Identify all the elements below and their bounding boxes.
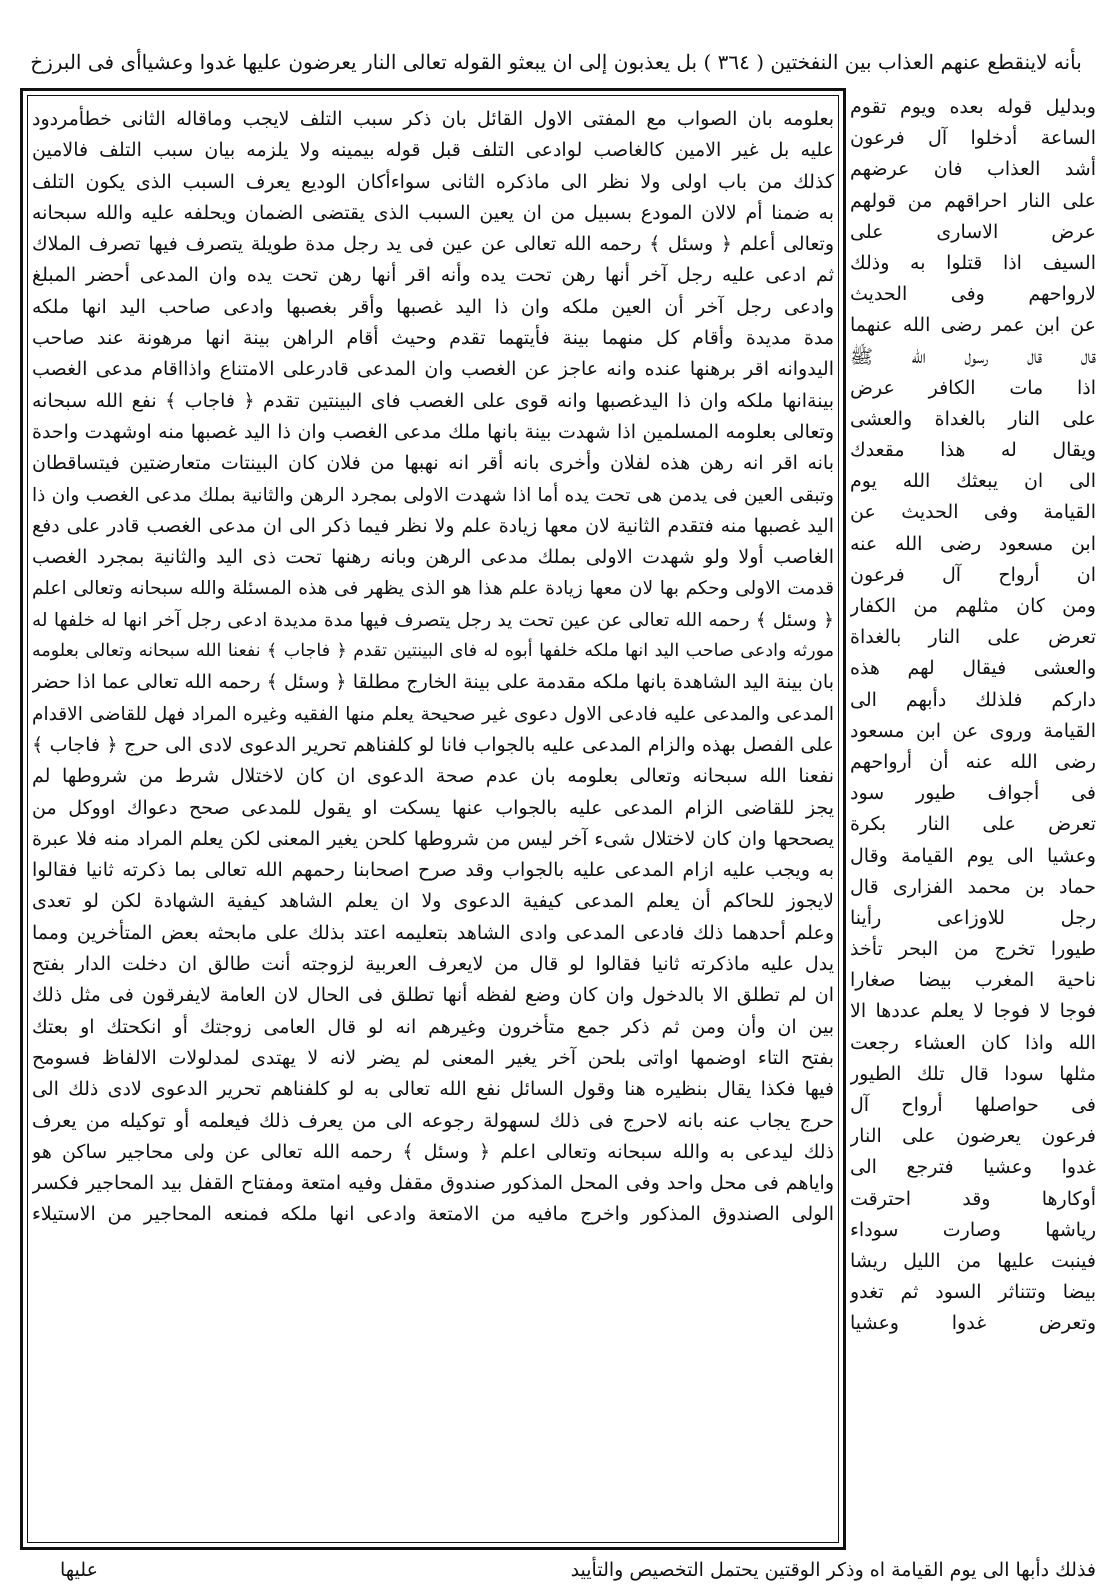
margin-line: رضى الله عنه أن أرواحهم [850, 750, 1096, 773]
main-text-line: على الفصل بهذه والزام المدعى عليه بالجواب فانا لو كلفناهم تحرير الدعوى لادى الى حرج ﴿ فاجاب ﴾ [32, 733, 834, 756]
margin-line: وبدليل قوله بعده ويوم تقوم [850, 96, 1096, 118]
main-text-line: كذلك من باب اولى ولا نظر الى ماذكره الثانى سواءأكان الوديع يعرف السبب الذى يكون التلف [32, 170, 834, 193]
main-text-line: وتعالى أعلم ﴿ وسئل ﴾ رحمه الله تعالى عن عين فى يد رجل مدة طويلة يتصرف فيها تصرف الملاك [32, 233, 834, 256]
main-text-line: وادعى رجل آخر أن العين ملكه وان ذا اليد غصبها وأقر بغصبها وادعى صاحب اليد انها ملكه [32, 295, 834, 318]
margin-line: عن ابن عمر رضى الله عنهما [850, 314, 1096, 337]
margin-line: والعشى فيقال لهم هذه [850, 657, 1096, 680]
margin-line: على النار احراقهم من قولهم [850, 189, 1096, 212]
main-text-line: الغاصب أولا ولو شهدت الاولى بملك مدعى الرهن وبانه رهنها تحت ذى اليد والثانية بمجرد الغصب [32, 546, 834, 569]
margin-commentary-continuation: فذلك دأبها الى يوم القيامة اه وذكر الوقتين يحتمل التخصيص والتأييد [570, 1559, 1096, 1581]
main-text-line: بانه اقر انه رهن هذه لفلان وأخرى بانه أقر انه نهبها من فلان كان البينتات متعارضتين فيتساقطان [32, 452, 834, 475]
main-text-block [32, 104, 834, 1544]
margin-commentary [850, 92, 1096, 1558]
main-text-line: فيها فكذا يقال بنظيره هنا وقول السائل نفع الله تعالى به لو كلفناهم تحرير الدعوى لادى ذلك الى [32, 1078, 834, 1101]
margin-line: وعشيا الى يوم القيامة وقال [850, 844, 1096, 867]
catchword: عليها [60, 1559, 98, 1581]
margin-line: أوكارها وقد احترقت [850, 1187, 1096, 1210]
margin-line: فرعون يعرضون على النار [850, 1125, 1096, 1148]
main-text-line: ان لم تطلق الا بالدخول وان كان وضع لفظه أنها تطلق فى الحال لان العامة لايفرقون فى مثل ذلك [32, 984, 834, 1007]
main-text-line: حرج يجاب عنه بانه لاحرج فى ذلك لسهولة رجوعه الى من يعرف ذلك فيعلمه أو توكيله من يعرف [32, 1109, 834, 1132]
main-text-line: مورثه وادعى صاحب اليد انها ملكه خلفها أبوه له فاى البينتين تقدم ﴿ فاجاب ﴾ نفعنا الله سبحانه وتعالى بعلومه [32, 641, 834, 662]
margin-line: داركم فلذلك دأبهم الى [850, 688, 1096, 711]
main-text-line: ﴿ وسئل ﴾ رحمه الله تعالى عن عين تحت يد رجل يتصرف فيها مدة مديدة ادعى رجل آخر انها له خلفها له [32, 609, 834, 631]
margin-line: تعرض على النار بكرة [850, 813, 1096, 836]
main-text-line: يجز للقاضى الزام المدعى عليه بالجواب عنها يسكت او يقول للمدعى صحح دعواك اووكل من [32, 796, 834, 819]
main-text-line: اليد غصبها منه فتقدم الثانية لان معها زيادة علم ولا نظر فيما ذكر الى ان مدعى الغصب قادر على دفع [32, 514, 834, 537]
main-text-line: قدمت الاولى وحكم بها لان معها زيادة علم هذا هو الذى يظهر فى هذه المسئلة والله سبحانه وتعالى اعلم [32, 578, 834, 600]
main-text-line: به ضمنا أم لالان المودع بسبيل من ان يعين السبب الذى يقتضى الضمان ويحلفه عليه والله سبحانه [32, 201, 834, 224]
main-text-line: عليه بل غير الامين كالغاصب لوادعى التلف قبل قوله بيمينه ولا يلزمه بيان سبب التلف فالامين [32, 139, 834, 162]
margin-line: على النار بالغداة والعشى [850, 407, 1096, 430]
main-text-line: مدة مديدة وأقام كل منهما بينة فأيتهما تقدم وحيث أقام الراهن بينة انها مرهونة عند صاحب [32, 327, 834, 350]
margin-line: ان أرواح آل فرعون [850, 563, 1096, 586]
margin-line: ويقال له هذا مقعدك [850, 439, 1096, 462]
margin-line: عرض الاسارى على [850, 220, 1096, 243]
margin-line: القيامة وفى الحديث عن [850, 501, 1096, 524]
margin-line: تعرض على النار بالغداة [850, 626, 1096, 649]
main-text-line: الولى الصندوق المذكور واخرج مافيه من الامتعة وادعى انها ملكه فمنعه المحاجير من الاستيلاء [32, 1203, 834, 1226]
margin-line: القيامة وروى عن ابن مسعود [850, 719, 1096, 742]
main-text-line: يصححها وان كان لاختلال شىء آخر ليس من شروطها كلحن يغير المعنى لكن يعلم المراد منه فلا عبرة [32, 827, 834, 850]
margin-line: بيضا وتتناثر السود ثم تغدو [850, 1281, 1096, 1304]
margin-line: رجل للاوزاعى رأينا [850, 906, 1096, 929]
main-text-line: ثم ادعى عليه رجل آخر أنها رهن تحت يده وأنه اقر أنها رهن تحت يده وان المدعى أحضر المبلغ [32, 264, 834, 287]
margin-line: ناحية المغرب بيضا صغارا [850, 969, 1096, 992]
main-text-line: يدل عليه ماذكرته ثانيا فقالوا لو قال من لايعرف العربية لزوجته أنت طالق ان دخلت الدار بفتح [32, 953, 834, 976]
margin-line: ابن مسعود رضى الله عنه [850, 532, 1096, 555]
margin-line: فى حواصلها أرواح آل [850, 1094, 1096, 1116]
main-text-line: ذلك ليدعى به والله سبحانه وتعالى اعلم ﴿ وسئل ﴾ رحمه الله تعالى عن ولى محاجير ساكن هو [32, 1140, 834, 1163]
margin-line: الله واذا كان العشاء رجعت [850, 1031, 1096, 1054]
margin-line: الساعة أدخلوا آل فرعون [850, 127, 1096, 150]
margin-line: فوجا لا فوجا لا يعلم عددها الا [850, 1000, 1096, 1023]
margin-line: فى أجواف طيور سود [850, 782, 1096, 805]
main-text-line: اليدوانه اقر برهنها عنده وانه عاجز عن الغصب وان المدعى قادرعلى الامتناع واذااقام مدعى الغصب [32, 358, 834, 381]
main-text-line: المدعى والمدعى عليه فادعى الاول دعوى غير صحيحة يعلم منها الفقيه وغيره المراد فهل للقاضى الاقدام [32, 703, 834, 725]
main-text-line: وتعالى بعلومه المسلمين اذا شهدت بينة بانها ملك مدعى الغصب وان ذا اليد غصبها منه اوشهدت واحدة [32, 420, 834, 443]
margin-line: أشد العذاب فان عرضهم [850, 158, 1096, 181]
margin-line: حماد بن محمد الفزارى قال [850, 875, 1096, 898]
running-header: بأنه لاينقطع عنهم العذاب بين النفختين ( ٣٦٤ ) بل يعذبون إلى ان يبعثو القوله تعالى النار يعرضون عليها غدوا وعشياأى فى البرزخ [30, 50, 1082, 74]
main-text-line: واياهم فى محل واحد وفى المحل المذكور صندوق مقفل وفيه امتعة ومفتاح القفل بيد المحاجير فكسر [32, 1172, 834, 1195]
main-text-line: وتبقى العين فى يدمن هى تحت يده أما اذا شهدت الاولى بمجرد الرهن والثانية بملك مدعى الغصب وان ذا [32, 484, 834, 506]
margin-line: قال قال رسول الله ﷺ [850, 345, 1096, 368]
main-text-line: لايجوز للحاكم أن يعلم المدعى كيفية الدعوى ولا ان يعلم الشاهد كيفية الشهادة لكن لو تعدى [32, 890, 834, 913]
main-text-line: بفتح التاء اوضمها اواتى بلحن آخر يغير المعنى لم يضر لانه لا يهتدى لمدلولات الالفاظ فسومح [32, 1046, 834, 1069]
margin-line: غدوا وعشيا فترجع الى [850, 1156, 1096, 1179]
main-text-line: بعلومه بان الصواب مع المفتى الاول القائل بان ذكر سبب التلف لايجب وماقاله الثانى خطأمردود [32, 108, 834, 130]
margin-line: اذا مات الكافر عرض [850, 376, 1096, 399]
main-text-line: به ويجب عليه ازام المدعى عليه بالجواب وقد صرح اصحابنا رحمهم الله تعالى بما ذكرته ثانيا فقالوا [32, 859, 834, 882]
margin-line: السيف اذا قتلوا به وذلك [850, 251, 1096, 274]
margin-line: مثلها سودا قال تلك الطيور [850, 1062, 1096, 1085]
main-text-line: وعلم أحدهما ذلك فادعى المدعى وادى الشاهد بتعليمه اعتد بذلك على مابحثه بعض المتأخرين ومما [32, 921, 834, 944]
margin-line: الى ان يبعثك الله يوم [850, 470, 1096, 493]
main-text-line: نفعنا الله سبحانه وتعالى بعلومه بان عدم صحة الدعوى ان كان لاختلال شرط من شروطها لم [32, 765, 834, 788]
margin-line: طيورا تخرج من البحر تأخذ [850, 938, 1096, 961]
margin-line: وتعرض غدوا وعشيا [850, 1312, 1096, 1335]
main-text-line: بان بينة اليد الشاهدة بانها ملكه مقدمة على بينة الخارج مطلقا ﴿ وسئل ﴾ رحمه الله تعالى عما اذا حضر [32, 671, 834, 694]
margin-line: ومن كان مثلهم من الكفار [850, 595, 1096, 617]
margin-line: رياشها وصارت سوداء [850, 1218, 1096, 1241]
main-text-line: بين ان وأن ومن ثم ذكر جمع متأخرون وغيرهم انه لو قال العامى زوجتك أو انكحتك او بعتك [32, 1015, 834, 1038]
margin-line: فينبت عليها من الليل ريشا [850, 1249, 1096, 1272]
main-text-line: بينةانها ملكه وان ذا اليدغصبها وانه قوى على الغصب فاى البينتين تقدم ﴿ فاجاب ﴾ نفع الله سبحانه [32, 389, 834, 412]
margin-line: لارواحهم وفى الحديث [850, 283, 1096, 306]
